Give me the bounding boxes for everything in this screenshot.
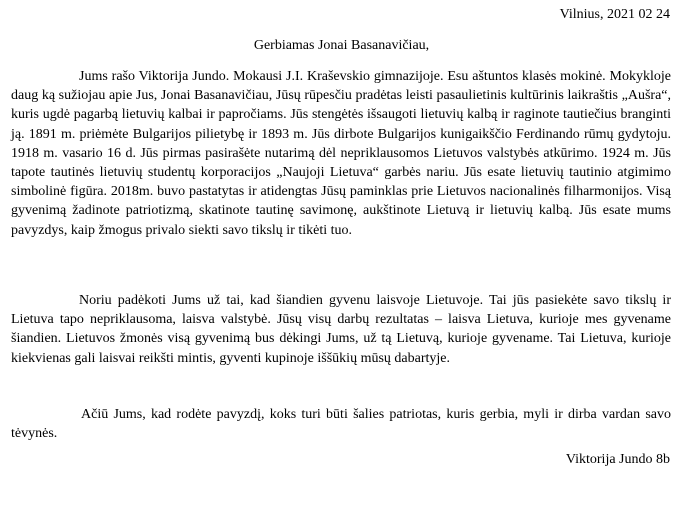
letter-paragraph-2: Noriu padėkoti Jums už tai, kad šiandien gyvenu laisvoje Lietuvoje. Tai jūs pasiekėte savo tikslų ir Lietuva tapo nepriklausoma, laisva valstybė. Jūsų visų darbų rezultatas – laisva Lietuva, kurioje mes gyvename šiandien. Lietuvos žmonės visą gyvenimą bus dėkingi Jums, už tą Lietuvą, kurioje gyvename. Tai Lietuva, kurioje kiekvienas gali laisvai reikšti mintis, gyventi kupinoje iššūkių mūsų dabartyje. [11, 293, 671, 366]
letter-paragraph-1: Jums rašo Viktorija Jundo. Mokausi J.I. Kraševskio gimnazijoje. Esu aštuntos klasės mokinė. Mokykloje daug ką sužiojau apie Jus, Jonai Basanavičiau, Jūsų rūpesčiu pradėtas leisti pasaulietinis kultūrinis laikraštis „Aušra“, kuris ugdė pagarbą lietuvių kalbai ir papročiams. Jūs stengėtės išsaugoti lietuvių kalbą ir raginote tautiečius branginti ją. 1891 m. priėmėte Bulgarijos pilietybę ir 1893 m. Jūs dirbote Bulgarijos kunigaikščio Ferdinando rūmų gydytoju. 1918 m. vasario 16 d. Jūs pirmas pasirašėte nutarimą dėl nepriklausomos Lietuvos valstybės atkūrimo. 1924 m. Jūs tapote tautinės lietuvių studentų korporacijos „Naujoji Lietuva“ garbės nariu. Jūs esate lietuvių tautinio atgimimo simbolinė figūra. 2018m. buvo pastatytas ir atidengtas Jūsų paminklas prie Lietuvos nacionalinės filharmonijos. Visą gyvenimą žadinote patriotizmą, skatinote tautinę savimonę, aukštinote Lietuvą ir lietuvių kalbą. Jūs esate mums pavyzdys, kaip žmogus privalo siekti savo tikslų ir tikėti tuo. [11, 69, 671, 238]
letter-signature: Viktorija Jundo 8b [565, 452, 670, 467]
letter-date: Vilnius, 2021 02 24 [559, 7, 670, 22]
letter-greeting: Gerbiamas Jonai Basanavičiau, [253, 38, 430, 53]
letter-paragraph-3: Ačiū Jums, kad rodėte pavyzdį, koks turi būti šalies patriotas, kuris gerbia, myli ir dirba vardan savo tėvynės. [11, 407, 671, 442]
